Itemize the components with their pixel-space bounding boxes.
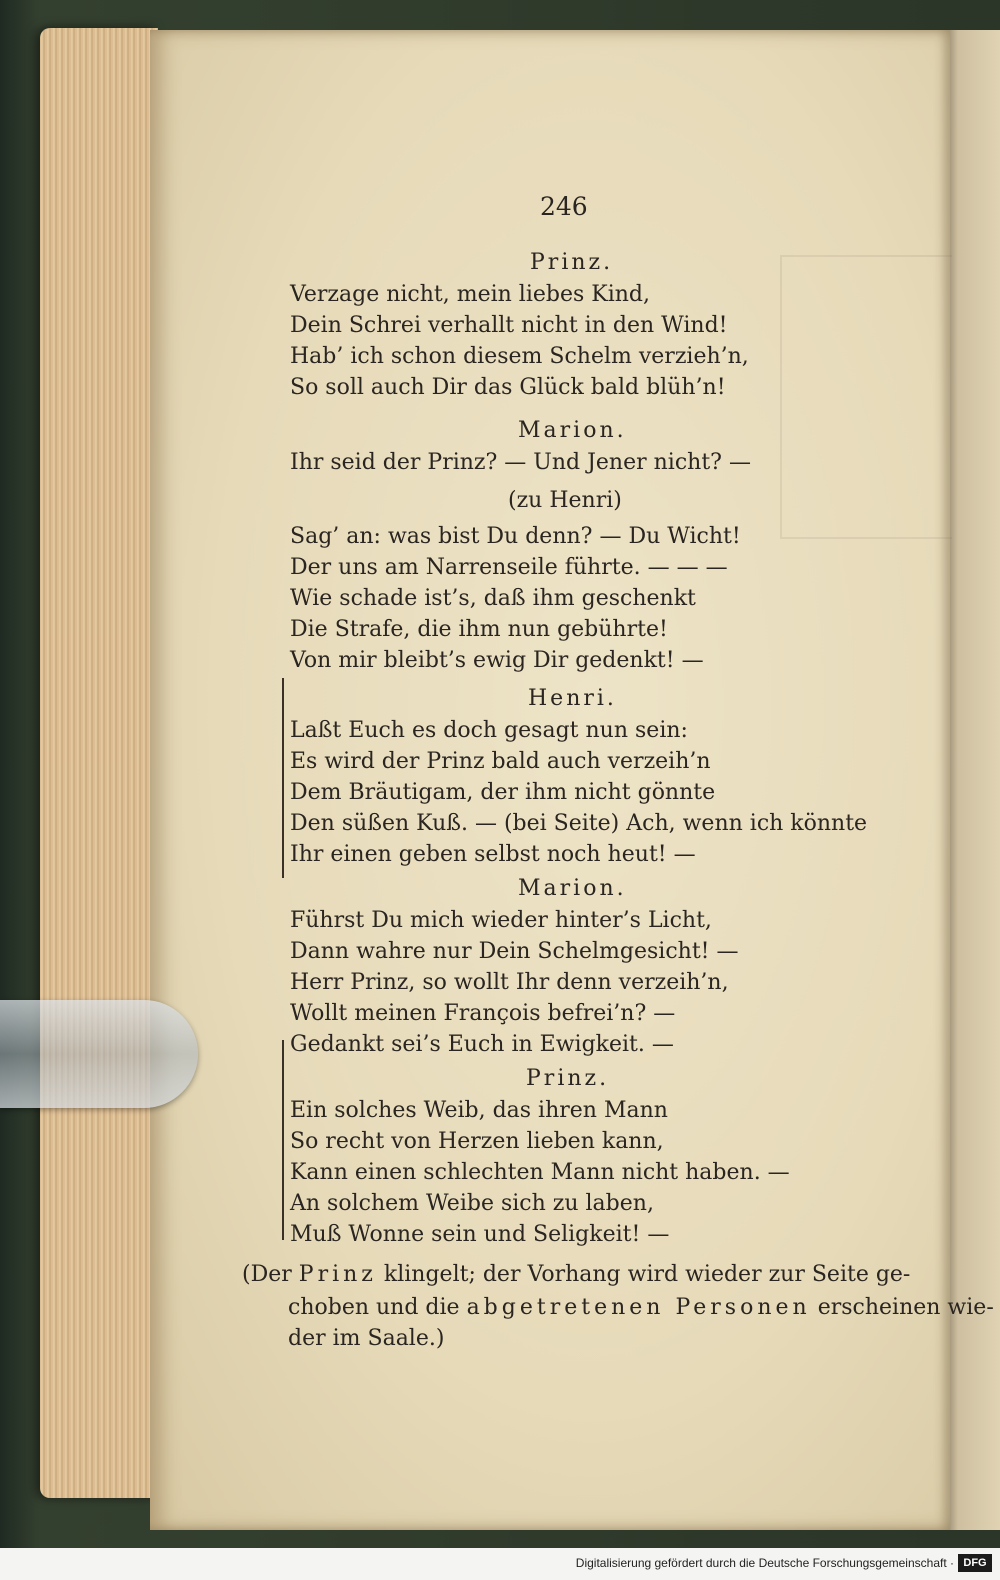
stage-direction-inline: (zu Henri) <box>508 488 622 513</box>
verse-line: An solchem Weibe sich zu laben, <box>290 1191 654 1216</box>
stage-direction-part: (Der <box>242 1262 292 1287</box>
speaker-henri: Henri. <box>528 686 617 711</box>
stage-direction-part: choben und die <box>288 1295 460 1320</box>
speaker-marion: Marion. <box>518 418 627 443</box>
dfg-logo: DFG <box>958 1554 992 1572</box>
verse-line: Wollt meinen François befrei’n? — <box>290 1001 676 1026</box>
margin-bar <box>282 1040 284 1240</box>
verse-line: Gedankt sei’s Euch in Ewigkeit. — <box>290 1032 674 1057</box>
verse-line: Führst Du mich wieder hinter’s Licht, <box>290 908 712 933</box>
verse-line: Dann wahre nur Dein Schelmgesicht! — <box>290 939 739 964</box>
page-number: 246 <box>540 192 588 221</box>
verse-line: Von mir bleibt’s ewig Dir gedenkt! — <box>290 648 704 673</box>
verse-line: Hab’ ich schon diesem Schelm verzieh’n, <box>290 344 749 369</box>
verse-line: Ein solches Weib, das ihren Mann <box>290 1098 668 1123</box>
verse-line: Dem Bräutigam, der ihm nicht gönnte <box>290 780 716 805</box>
book-page <box>150 30 994 1530</box>
book-clip <box>0 1000 198 1108</box>
verse-line: Dein Schrei verhallt nicht in den Wind! <box>290 313 728 338</box>
verse-line: Verzage nicht, mein liebes Kind, <box>290 282 651 307</box>
verse-line: Es wird der Prinz bald auch verzeih’n <box>290 749 711 774</box>
stage-direction <box>242 1262 910 1287</box>
verse-line: Der uns am Narrenseile führte. — — — <box>290 555 728 580</box>
verse-line: Herr Prinz, so wollt Ihr denn verzeih’n, <box>290 970 729 995</box>
funding-credit: Digitalisierung gefördert durch die Deutsche Forschungsgemeinschaft · <box>575 1556 954 1570</box>
speaker-prinz: Prinz. <box>526 1066 610 1091</box>
stage-direction-part: klingelt; der Vorhang wird wieder zur Seite ge- <box>383 1262 911 1287</box>
book-page-edges <box>40 28 158 1498</box>
verse-line: Wie schade ist’s, daß ihm geschenkt <box>290 586 696 611</box>
verse-line: So recht von Herzen lieben kann, <box>290 1129 664 1154</box>
verse-line: Sag’ an: was bist Du denn? — Du Wicht! <box>290 524 741 549</box>
speaker-marion: Marion. <box>518 876 627 901</box>
stage-direction-part: erscheinen wie- <box>817 1295 994 1320</box>
show-through-block <box>780 255 952 539</box>
verse-line: Die Strafe, die ihm nun gebührte! <box>290 617 668 642</box>
speaker-prinz: Prinz. <box>530 250 614 275</box>
verse-line: So soll auch Dir das Glück bald blüh’n! <box>290 375 726 400</box>
verse-line: Den süßen Kuß. — (bei Seite) Ach, wenn ich könnte <box>290 811 868 836</box>
stage-direction <box>288 1295 994 1320</box>
verse-line: Ihr einen geben selbst noch heut! — <box>290 842 696 867</box>
verse-line: Muß Wonne sein und Seligkeit! — <box>290 1222 670 1247</box>
verse-line: Laßt Euch es doch gesagt nun sein: <box>290 718 688 743</box>
stage-direction-emphasis: abgetretenen Personen <box>466 1295 811 1320</box>
margin-bar <box>282 678 284 878</box>
verse-line: Ihr seid der Prinz? — Und Jener nicht? — <box>290 450 751 475</box>
stage-direction: der im Saale.) <box>288 1326 445 1351</box>
verse-line: Kann einen schlechten Mann nicht haben. — <box>290 1160 790 1185</box>
stage-direction-emphasis: Prinz <box>298 1262 377 1287</box>
